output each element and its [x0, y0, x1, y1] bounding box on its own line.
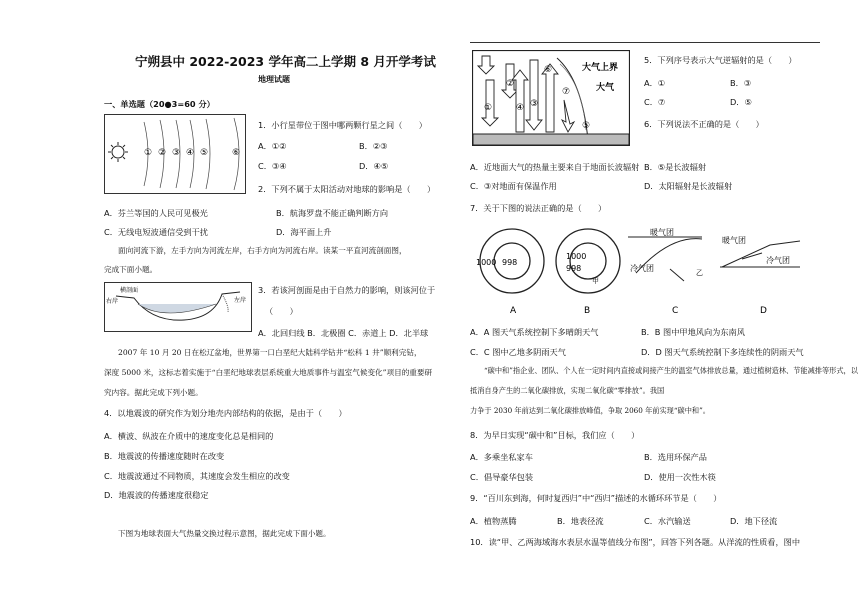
- q8-option-a[interactable]: A．多乘坐私家车: [470, 452, 533, 462]
- question-9-stem: 9．“百川东到海，何时复西归”中“西归”描述的水循环环节是（ ）: [470, 493, 722, 503]
- question-6-stem: 6．下列说法不正确的是（ ）: [644, 119, 764, 129]
- intro-drill-1: 2007 年 10 月 20 日在松辽盆地，世界第一口白垩纪大陆科学钻井“松科 1 井”顺利完钻，: [118, 348, 422, 357]
- page-subtitle: 地理试题: [258, 75, 290, 84]
- q8-option-b[interactable]: B．选用环保产品: [644, 452, 707, 462]
- c-cold-label: 冷气团: [630, 264, 654, 273]
- heat-num: ⑥: [544, 65, 553, 75]
- jia-label: 甲: [592, 277, 599, 285]
- planet-label: ④: [186, 148, 195, 158]
- q5-option-c[interactable]: C．⑦: [644, 97, 666, 107]
- page-title: 宁朔县中 2022-2023 学年高二上学期 8 月开学考试: [135, 54, 436, 69]
- intro-carbon-1: “碳中和”指企业、团队、个人在一定时间内直接或间接产生的温室气体排放总量，通过植树造林、节能减排等形式，以: [484, 366, 858, 375]
- fig-letter-c: C: [672, 306, 679, 316]
- solar-system-figure: [104, 114, 246, 194]
- q6-option-b[interactable]: B．⑤是长波辐射: [644, 162, 707, 172]
- q6-option-a[interactable]: A．近地面大气的热量主要来自于地面长波辐射: [470, 162, 640, 172]
- q1-option-c[interactable]: C．③④: [258, 161, 287, 171]
- q8-option-c[interactable]: C．倡导豪华包装: [470, 472, 534, 482]
- q5-option-a[interactable]: A．①: [644, 78, 666, 88]
- weather-systems-figure: [470, 223, 810, 319]
- atmosphere-heat-figure: [472, 50, 630, 146]
- right-bank-label: 右岸: [106, 298, 119, 305]
- q3-options[interactable]: A．北回归线 B．北极圈 C．赤道上 D．北半球: [258, 328, 429, 338]
- question-5-stem: 5．下列序号表示大气逆辐射的是（ ）: [644, 55, 797, 65]
- question-2-stem: 2．下列不属于太阳活动对地球的影响是（ ）: [258, 184, 436, 194]
- isobar-1000-a: 1000: [476, 258, 497, 267]
- q1-option-d[interactable]: D．④⑤: [359, 161, 389, 171]
- intro-river: 面向河流下游，左手方向为河流左岸，右手方向为河流右岸。读某一平直河流剖面图，: [118, 246, 407, 255]
- atm-label: 大气: [596, 83, 615, 93]
- q7-option-a[interactable]: A．A 图天气系统控制下多晴朗天气: [470, 327, 599, 337]
- d-cold-label: 冷气团: [766, 256, 790, 265]
- intro-carbon-3: 力争于 2030 年前达到二氧化碳排放峰值，争取 2060 年前实现“碳中和”。: [470, 406, 710, 415]
- atm-top-label: 大气上界: [582, 63, 619, 73]
- planet-label: ①: [144, 148, 153, 158]
- fig-letter-d: D: [760, 306, 767, 316]
- q5-option-d[interactable]: D．⑤: [730, 97, 752, 107]
- q5-option-b[interactable]: B．③: [730, 78, 752, 88]
- isobar-1000-b: 1000: [566, 252, 587, 261]
- fig-letter-b: B: [584, 306, 591, 316]
- question-7-stem: 7．关于下图的说法正确的是（ ）: [470, 203, 607, 213]
- q6-option-c[interactable]: C．③对地面有保温作用: [470, 181, 557, 191]
- isobar-998-a: 998: [502, 258, 518, 267]
- yi-label: 乙: [696, 269, 703, 277]
- question-10-stem: 10．读“甲、乙两海域海水表层水温等值线分布图”，回答下列各题。从洋流的性质看，图中: [470, 537, 801, 547]
- q9-option-b[interactable]: B．地表径流: [557, 516, 604, 526]
- q4-option-d[interactable]: D．地震波的传播速度很稳定: [104, 490, 209, 500]
- question-4-stem: 4．以地震波的研究作为划分地壳内部结构的依据，是由于（ ）: [104, 408, 347, 418]
- q4-option-a[interactable]: A．横波、纵波在介质中的速度变化总是相同的: [104, 431, 274, 441]
- q9-option-c[interactable]: C．水汽输送: [644, 516, 691, 526]
- question-1-stem: 1．小行星带位于图中哪两颗行星之间（ ）: [258, 120, 427, 130]
- planet-label: ②: [158, 148, 167, 158]
- planet-label: ③: [172, 148, 181, 158]
- river-section-figure: [104, 282, 252, 332]
- intro-heat: 下图为地球表面大气热量交换过程示意图，据此完成下面小题。: [118, 529, 331, 538]
- q2-option-d[interactable]: D．海平面上升: [276, 227, 332, 237]
- heat-num: ②: [506, 79, 515, 89]
- q1-option-b[interactable]: B．②③: [359, 141, 388, 151]
- heat-num: ③: [530, 99, 539, 109]
- q7-option-c[interactable]: C．C 图中乙地多阴雨天气: [470, 347, 566, 357]
- d-warm-label: 暖气团: [722, 236, 746, 245]
- intro-river-2: 完成下面小题。: [104, 265, 158, 274]
- question-3-stem: 3．若该河剖面是由于自然力的影响，则该河位于: [258, 285, 436, 295]
- q1-option-a[interactable]: A．①②: [258, 141, 287, 151]
- question-3-paren: （ ）: [265, 306, 298, 316]
- q8-option-d[interactable]: D．使用一次性木筷: [644, 472, 716, 482]
- fig-letter-a: A: [510, 306, 517, 316]
- heat-num: ①: [484, 103, 493, 113]
- q2-option-b[interactable]: B．航海罗盘不能正确判断方向: [276, 208, 389, 218]
- q7-option-d[interactable]: D．D 图天气系统控制下多连续性的阴雨天气: [641, 347, 804, 357]
- section-heading: 一、单选题（20●3=60 分）: [104, 99, 215, 109]
- heat-num: ⑤: [582, 121, 591, 131]
- q6-option-d[interactable]: D．太阳辐射是长波辐射: [644, 181, 733, 191]
- q7-option-b[interactable]: B．B 图中甲地风向为东南风: [641, 327, 745, 337]
- planet-label: ⑥: [232, 148, 241, 158]
- flood-label: 横剖面: [120, 287, 139, 294]
- heat-num: ⑦: [562, 87, 571, 97]
- top-rule: [470, 42, 820, 43]
- q2-option-a[interactable]: A．芬兰等国的人民可见极光: [104, 208, 208, 218]
- q4-option-b[interactable]: B．地震波的传播速度随时在改变: [104, 451, 225, 461]
- isobar-998-b: 998: [566, 264, 582, 273]
- c-warm-label: 暖气团: [650, 228, 674, 237]
- planet-label: ⑤: [200, 148, 209, 158]
- intro-drill-2: 深度 5000 米，这标志着实施于“白垩纪地球表层系统重大地质事件与温室气候变化”项目的重要研: [104, 368, 433, 377]
- left-bank-label: 左岸: [234, 297, 247, 304]
- heat-num: ④: [516, 103, 525, 113]
- q4-option-c[interactable]: C．地震波通过不同物质，其速度会发生相应的改变: [104, 471, 290, 481]
- q9-option-d[interactable]: D．地下径流: [730, 516, 778, 526]
- intro-carbon-2: 抵消自身产生的二氧化碳排放，实现二氧化碳“零排放”。我国: [470, 386, 665, 395]
- intro-drill-3: 究内容。据此完成下列小题。: [104, 388, 203, 397]
- question-8-stem: 8．为早日实现“碳中和”目标，我们应（ ）: [470, 430, 640, 440]
- q9-option-a[interactable]: A．植物蒸腾: [470, 516, 517, 526]
- q2-option-c[interactable]: C．无线电短波通信受到干扰: [104, 227, 208, 237]
